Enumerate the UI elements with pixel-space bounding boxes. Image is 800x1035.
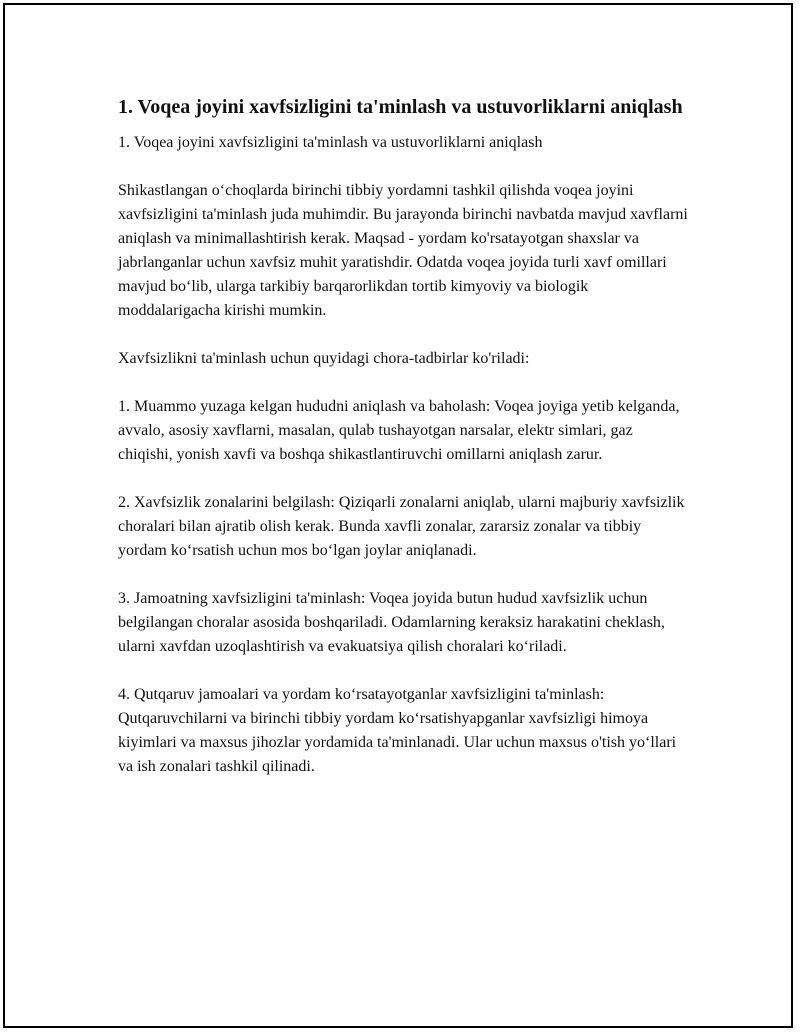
- document-body: [118, 93, 688, 803]
- measure-3-paragraph: 3. Jamoatning xavfsizligini ta'minlash: Voqea joyida butun hudud xavfsizlik uchun belgilangan choralar asosida boshqariladi. Odamlarning keraksiz harakatini cheklash, ularni xavfdan uzoqlashtirish va evakuatsiya qilish choralari koʻriladi.: [118, 590, 665, 655]
- intro-paragraph: Shikastlangan oʻchoqlarda birinchi tibbiy yordamni tashkil qilishda voqea joyini xavfsizligini ta'minlash juda muhimdir. Bu jarayonda birinchi navbatda mavjud xavflarni aniqlash va minimallashtirish kerak. Maqsad - yordam ko'rsatayotgan shaxslar va jabrlanganlar uchun xavfsiz muhit yaratishdir. Odatda voqea joyida turli xavf omillari mavjud boʻlib, ularga tarkibiy barqarorlikdan tortib kimyoviy va biologik moddalarigacha kirishi mumkin.: [118, 182, 688, 319]
- document-title: 1. Voqea joyini xavfsizligini ta'minlash va ustuvorliklarni aniqlash: [118, 96, 683, 118]
- subtitle-paragraph: 1. Voqea joyini xavfsizligini ta'minlash va ustuvorliklarni aniqlash: [118, 134, 543, 151]
- measures-lead-paragraph: Xavfsizlikni ta'minlash uchun quyidagi chora-tadbirlar ko'riladi:: [118, 350, 530, 367]
- measure-1-paragraph: 1. Muammo yuzaga kelgan hududni aniqlash va baholash: Voqea joyiga yetib kelganda, avvalo, asosiy xavflarni, masalan, qulab tushayotgan narsalar, elektr simlari, gaz chiqishi, yonish xavfi va boshqa shikastlantiruvchi omillarni aniqlash zarur.: [118, 398, 680, 463]
- measure-4-paragraph: 4. Qutqaruv jamoalari va yordam koʻrsatayotganlar xavfsizligini ta'minlash: Qutqaruvchilarni va birinchi tibbiy yordam koʻrsatishyapganlar xavfsizligi himoya kiyimlari va maxsus jihozlar yordamida ta'minlanadi. Ular uchun maxsus o'tish yoʻllari va ish zonalari tashkil qilinadi.: [118, 686, 677, 775]
- measure-2-paragraph: 2. Xavfsizlik zonalarini belgilash: Qiziqarli zonalarni aniqlab, ularni majburiy xavfsizlik choralari bilan ajratib olish kerak. Bunda xavfli zonalar, zararsiz zonalar va tibbiy yordam koʻrsatish uchun mos boʻlgan joylar aniqlanadi.: [118, 494, 685, 559]
